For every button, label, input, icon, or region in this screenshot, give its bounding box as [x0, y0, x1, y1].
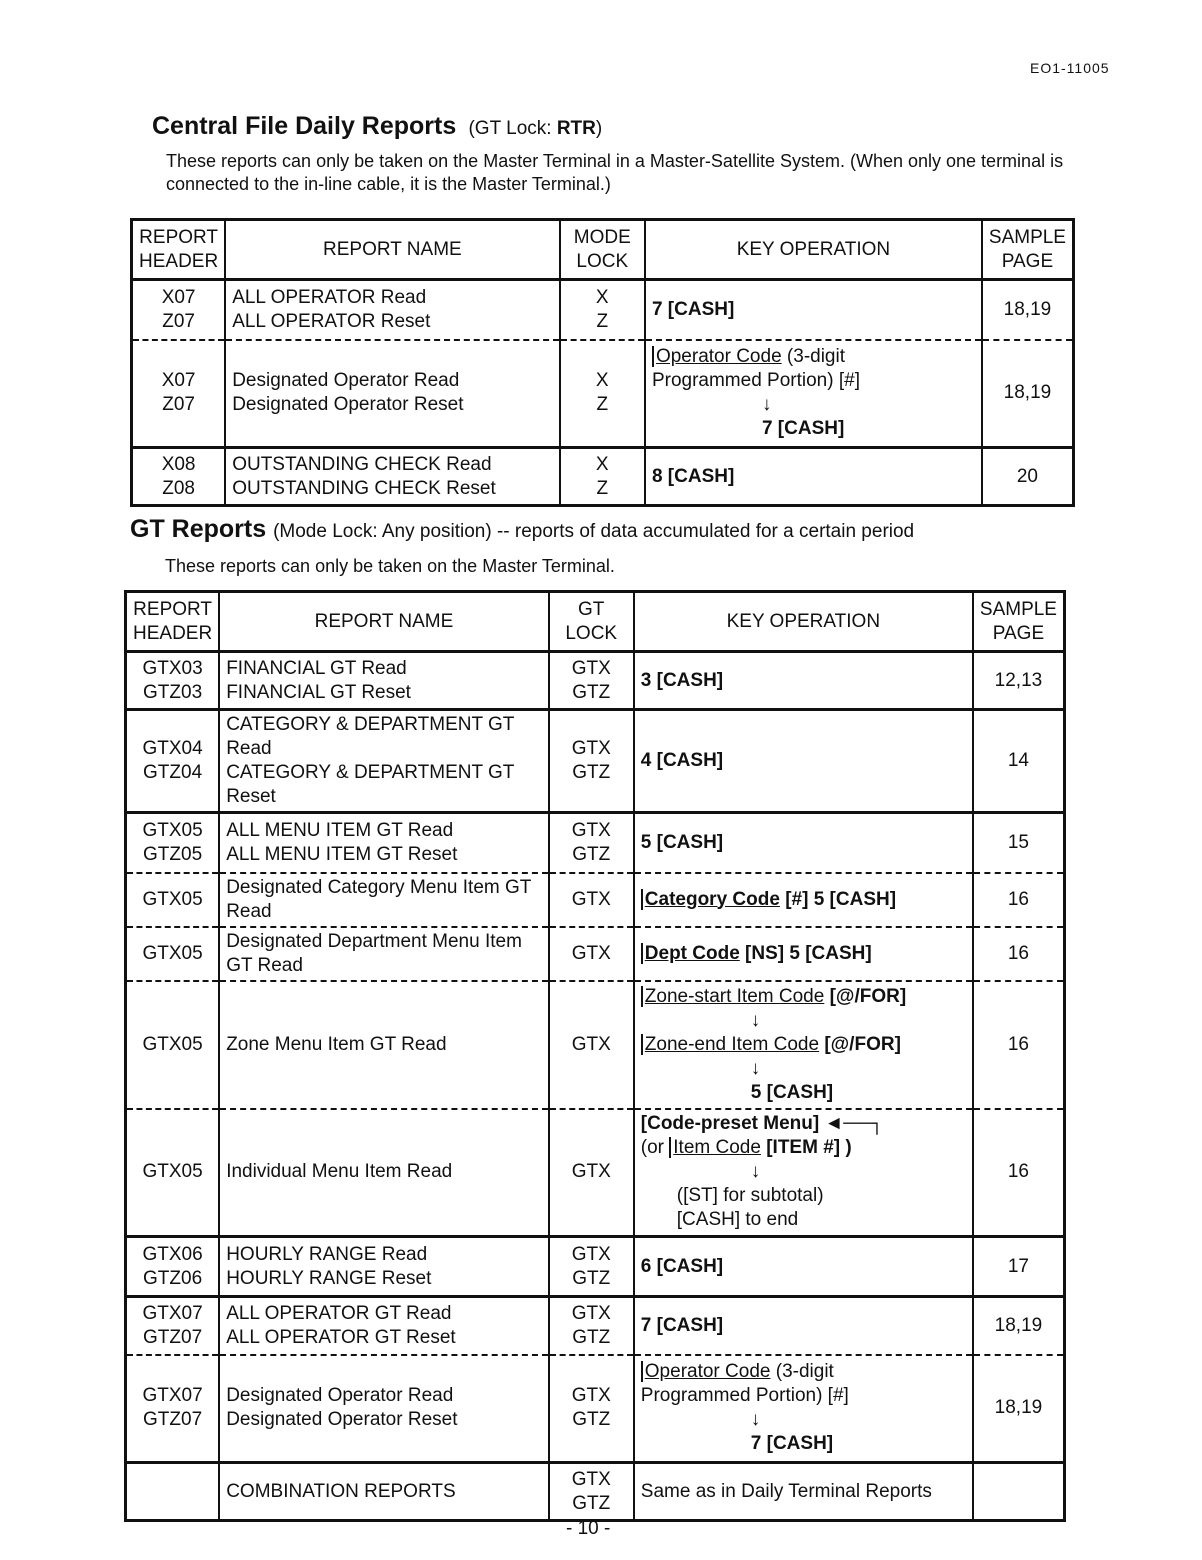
col-sample-page: SAMPLE PAGE — [982, 220, 1074, 280]
table-row: GTX04 GTZ04 CATEGORY & DEPARTMENT GT Read CATEGORY & DEPARTMENT GT Reset GTX GTZ 4 [CASH] 14 — [126, 710, 1065, 813]
table-row: GTX05 Designated Department Menu Item GT Read GTX Dept Code [NS] 5 [CASH] 16 — [126, 927, 1065, 981]
section1-subtitle: (GT Lock: RTR) — [468, 118, 603, 139]
table-row: X07 Z07 Designated Operator Read Designated Operator Reset X Z Operator Code (3-digit Programmed Portion) [#] ↓ 7 [CASH] 18,19 — [132, 340, 1074, 448]
col-gt-lock: GT LOCK — [549, 592, 634, 652]
table-row: GTX05 GTZ05 ALL MENU ITEM GT Read ALL MENU ITEM GT Reset GTX GTZ 5 [CASH] 15 — [126, 813, 1065, 873]
col-report-header: REPORT HEADER — [126, 592, 220, 652]
document-id: EO1-11005 — [1030, 60, 1110, 76]
section2-title — [130, 515, 914, 544]
arrow-down-icon: ↓ — [750, 1161, 761, 1183]
col-mode-lock: MODE LOCK — [560, 220, 645, 280]
section2-description: These reports can only be taken on the Master Terminal. — [165, 556, 615, 576]
table-row: COMBINATION REPORTS GTX GTZ Same as in Daily Terminal Reports — [126, 1463, 1065, 1521]
table-row: GTX05 Designated Category Menu Item GT Read GTX Category Code [#] 5 [CASH] 16 — [126, 873, 1065, 927]
table-row: GTX07 GTZ07 Designated Operator Read Designated Operator Reset GTX GTZ Operator Code (3-digit Programmed Portion) [#] ↓ 7 [CASH] 18,19 — [126, 1355, 1065, 1463]
section1-title-text: Central File Daily Reports — [152, 112, 457, 140]
col-sample-page: SAMPLE PAGE — [973, 592, 1065, 652]
section2-subtitle: (Mode Lock: Any position) -- reports of data accumulated for a certain period — [273, 521, 915, 542]
section1-description: These reports can only be taken on the Master Terminal in a Master-Satellite System. (When only one terminal is connected to the in-line cable, it is the Master Terminal.) — [166, 151, 1064, 194]
col-key-operation: KEY OPERATION — [634, 592, 973, 652]
col-report-name: REPORT NAME — [219, 592, 549, 652]
col-key-operation: KEY OPERATION — [645, 220, 982, 280]
section2-title-text: GT Reports — [130, 515, 267, 543]
arrow-down-icon: ↓ — [750, 1409, 761, 1431]
loop-arrow-icon: ◄──┐ — [824, 1113, 884, 1135]
arrow-down-icon: ↓ — [761, 394, 772, 416]
table-row: GTX05 Zone Menu Item GT Read GTX Zone-start Item Code [@/FOR] ↓ Zone-end Item Code [@/FOR] ↓ 5 [CASH] 16 — [126, 981, 1065, 1109]
gt-reports-table — [124, 590, 1066, 1522]
table-row: GTX03 GTZ03 FINANCIAL GT Read FINANCIAL GT Reset GTX GTZ 3 [CASH] 12,13 — [126, 652, 1065, 710]
arrow-down-icon: ↓ — [750, 1009, 761, 1031]
table-row: X07 Z07 ALL OPERATOR Read ALL OPERATOR Reset X Z 7 [CASH] 18,19 — [132, 280, 1074, 340]
table-header-row — [126, 592, 1065, 652]
section1-title — [152, 112, 602, 141]
table-row: X08 Z08 OUTSTANDING CHECK Read OUTSTANDING CHECK Reset X Z 8 [CASH] 20 — [132, 448, 1074, 506]
table-row: GTX07 GTZ07 ALL OPERATOR GT Read ALL OPERATOR GT Reset GTX GTZ 7 [CASH] 18,19 — [126, 1297, 1065, 1355]
col-report-header: REPORT HEADER — [132, 220, 226, 280]
table-row: GTX06 GTZ06 HOURLY RANGE Read HOURLY RANGE Reset GTX GTZ 6 [CASH] 17 — [126, 1237, 1065, 1297]
col-report-name: REPORT NAME — [225, 220, 559, 280]
table-row: GTX05 Individual Menu Item Read GTX [Code-preset Menu] ◄──┐ (or Item Code [ITEM #] ) ↓ ([ST] for subtotal) [CASH] to end 16 — [126, 1109, 1065, 1237]
table-header-row — [132, 220, 1074, 280]
page-number: - 10 - — [566, 1518, 611, 1539]
central-file-table — [130, 218, 1075, 507]
arrow-down-icon: ↓ — [750, 1057, 761, 1079]
